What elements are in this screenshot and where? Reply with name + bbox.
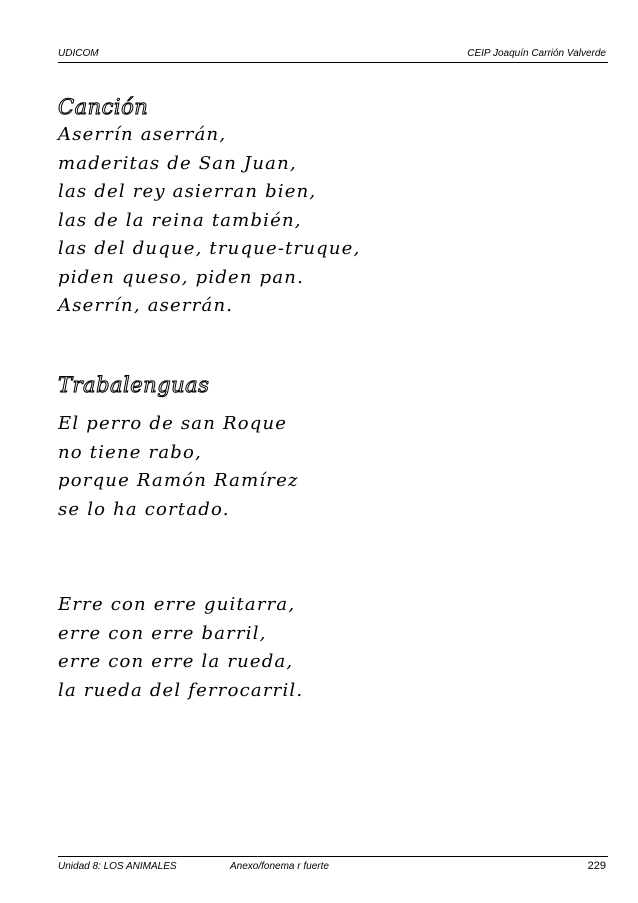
header-left-text: UDICOM xyxy=(58,48,99,59)
verse-line: El perro de san Roque xyxy=(58,413,288,434)
cancion-section xyxy=(58,93,360,321)
trabalenguas-title: Trabalenguas xyxy=(58,373,210,397)
verse-line: porque Ramón Ramírez xyxy=(58,470,299,491)
verse-line: Erre con erre guitarra, xyxy=(58,594,296,615)
page-number: 229 xyxy=(587,860,606,872)
verse-line: Aserrín, aserrán. xyxy=(58,295,234,316)
verse-line: maderitas de San Juan, xyxy=(58,152,297,174)
verse-line: piden queso, piden pan. xyxy=(58,266,304,288)
verse-line: las de la reina también, xyxy=(58,209,302,231)
verse-line: erre con erre barril, xyxy=(58,622,267,644)
footer-unit-text: Unidad 8: LOS ANIMALES xyxy=(58,861,177,872)
trabalenguas-verse-1 xyxy=(58,410,299,524)
verse-line: la rueda del ferrocarril. xyxy=(58,679,304,701)
verse-line: las del rey asierran bien, xyxy=(58,181,317,202)
verse-line: erre con erre la rueda, xyxy=(58,651,294,672)
verse-line: las del duque, truque-truque, xyxy=(58,238,361,259)
header-right-text: CEIP Joaquín Carrión Valverde xyxy=(467,48,606,59)
cancion-verse xyxy=(58,121,360,321)
footer-annex-text: Anexo/fonema r fuerte xyxy=(230,861,329,872)
trabalenguas-section xyxy=(58,371,209,399)
verse-line: no tiene rabo, xyxy=(58,441,202,463)
page-footer xyxy=(58,856,608,875)
trabalenguas-verse-2 xyxy=(58,591,303,705)
verse-line: Aserrín aserrán, xyxy=(58,124,227,145)
cancion-title: Canción xyxy=(58,95,149,119)
page-header xyxy=(58,46,608,63)
verse-line: se lo ha cortado. xyxy=(58,498,230,520)
